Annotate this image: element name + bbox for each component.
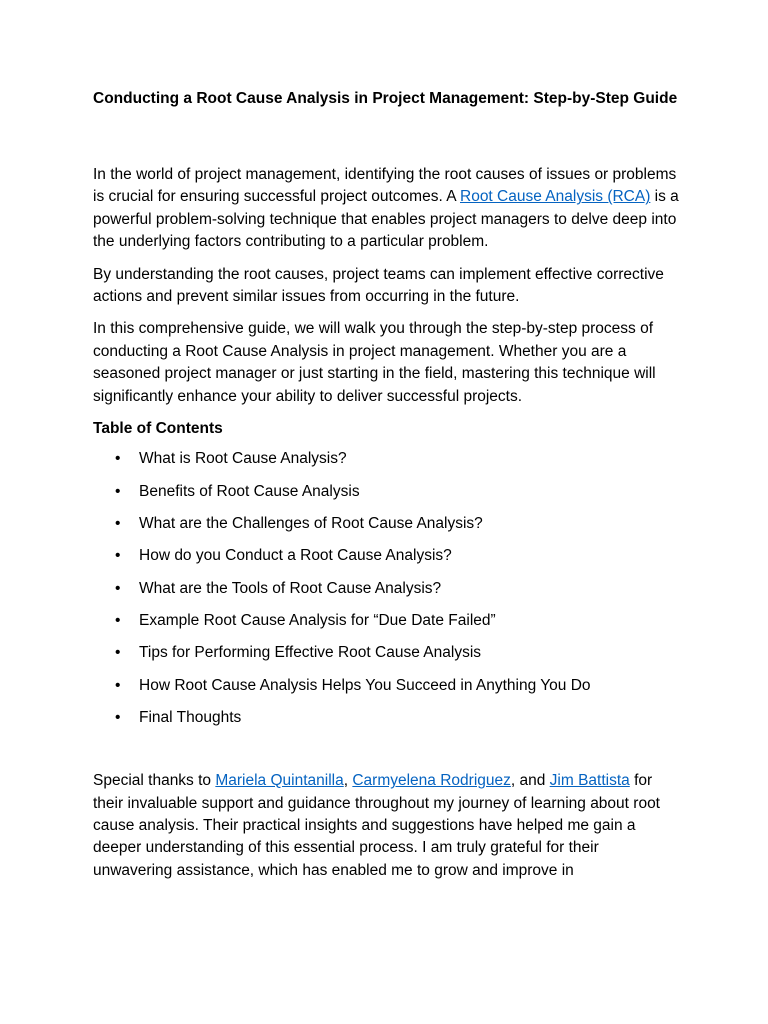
- intro-text-end: is a powerful problem-solving technique that enables project managers to delve deep into the underlying factors contributing to a particular problem.: [93, 188, 679, 251]
- thanks-separator: , and: [510, 772, 550, 790]
- link-carmyelena-rodriguez[interactable]: Carmyelena Rodriguez: [352, 772, 511, 790]
- toc-item-label: Benefits of Root Cause Analysis: [139, 482, 360, 500]
- toc-item: [93, 481, 679, 513]
- toc-item: [93, 578, 679, 610]
- toc-item: [93, 448, 679, 480]
- toc-item: [93, 513, 679, 545]
- acknowledgements-paragraph: [93, 770, 679, 882]
- bullet-icon: •: [115, 482, 121, 500]
- table-of-contents: [93, 448, 679, 739]
- toc-item: [93, 707, 679, 739]
- bullet-icon: •: [115, 676, 121, 694]
- bullet-icon: •: [115, 708, 121, 726]
- bullet-icon: •: [115, 450, 121, 468]
- toc-item: [93, 675, 679, 707]
- document-body: [93, 88, 679, 892]
- bullet-icon: •: [115, 611, 121, 629]
- rca-link[interactable]: Root Cause Analysis (RCA): [460, 188, 651, 206]
- intro-paragraph: [93, 164, 679, 254]
- thanks-separator: ,: [343, 772, 353, 790]
- toc-heading: Table of Contents: [93, 420, 223, 438]
- thanks-rest: for their invaluable support and guidance throughout my journey of learning about root cause analysis. Their practical insights and suggestions have helped me gain a deeper understanding of this essential process. I am truly grateful for their unwavering assistance, which has enabled me to grow and improve in: [93, 772, 660, 879]
- toc-item-label: Example Root Cause Analysis for “Due Date Failed”: [139, 611, 496, 629]
- bullet-icon: •: [115, 579, 121, 597]
- toc-item: [93, 610, 679, 642]
- toc-item: [93, 642, 679, 674]
- toc-item-label: What is Root Cause Analysis?: [139, 450, 347, 468]
- toc-item-label: Final Thoughts: [139, 708, 242, 726]
- document-title: Conducting a Root Cause Analysis in Project Management: Step-by-Step Guide: [93, 90, 678, 107]
- intro-text-start: In the world of project management, identifying the root causes of issues or problems is crucial for ensuring successful project outcomes. A: [93, 166, 677, 206]
- toc-item-label: How do you Conduct a Root Cause Analysis?: [139, 547, 452, 565]
- toc-item-label: What are the Challenges of Root Cause Analysis?: [139, 515, 483, 533]
- paragraph-guide-overview: In this comprehensive guide, we will walk you through the step-by-step process of conducting a Root Cause Analysis in project management. Whether you are a seasoned project manager or just starting in the field, mastering this technique will significantly enhance your ability to deliver successful projects.: [93, 320, 656, 405]
- bullet-icon: •: [115, 547, 121, 565]
- thanks-prefix: Special thanks to: [93, 772, 216, 790]
- toc-item: [93, 545, 679, 577]
- toc-item-label: What are the Tools of Root Cause Analysis?: [139, 579, 442, 597]
- toc-item-label: How Root Cause Analysis Helps You Succeed in Anything You Do: [139, 676, 591, 694]
- paragraph-root-causes: By understanding the root causes, project teams can implement effective corrective actions and prevent similar issues from occurring in the future.: [93, 265, 664, 306]
- bullet-icon: •: [115, 515, 121, 533]
- link-jim-battista[interactable]: Jim Battista: [549, 772, 630, 790]
- link-mariela-quintanilla[interactable]: Mariela Quintanilla: [215, 772, 344, 790]
- toc-item-label: Tips for Performing Effective Root Cause Analysis: [139, 644, 482, 662]
- bullet-icon: •: [115, 644, 121, 662]
